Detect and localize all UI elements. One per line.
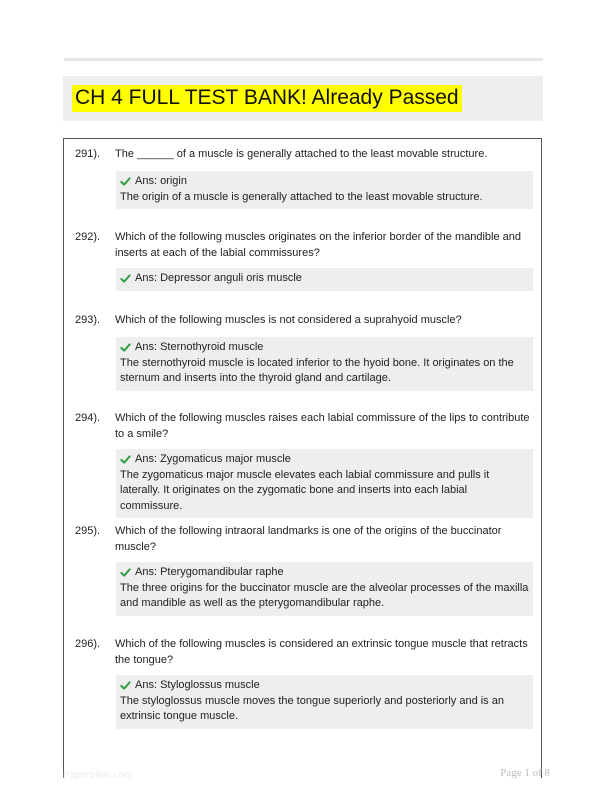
check-icon — [120, 454, 131, 465]
answer-explanation: The sternothyroid muscle is located inferior to the hyoid bone. It originates on the sternum and inserts into the thyroid gland and cartilage. — [120, 356, 514, 384]
question-text: Which of the following intraoral landmarks is one of the origins of the buccinator muscle? — [115, 525, 502, 553]
top-divider — [64, 58, 543, 61]
question-text: Which of the following muscles is considered an extrinsic tongue muscle that retracts the tongue? — [115, 638, 528, 666]
question-number: 293). — [75, 314, 101, 326]
answer-explanation: The styloglossus muscle moves the tongue superiorly and posteriorly and is an extrinsic tongue muscle. — [120, 694, 504, 722]
question-text: The ______ of a muscle is generally attached to the least movable structure. — [115, 148, 488, 160]
check-icon — [120, 273, 131, 284]
question-number: 296). — [75, 638, 101, 650]
answer-text: Ans: Styloglossus muscle — [135, 679, 260, 691]
answer-box — [116, 337, 533, 391]
answer-box — [116, 562, 533, 616]
footer-watermark: Paperbible.com — [63, 770, 133, 781]
check-icon — [120, 680, 131, 691]
check-icon — [120, 342, 131, 353]
page-title: CH 4 FULL TEST BANK! Already Passed — [72, 85, 462, 112]
answer-box — [116, 675, 533, 729]
answer-explanation: The origin of a muscle is generally attached to the least movable structure. — [120, 190, 483, 203]
title-banner — [63, 76, 543, 121]
answer-text: Ans: Zygomaticus major muscle — [135, 453, 291, 465]
question-number: 294). — [75, 412, 101, 424]
answer-explanation: The three origins for the buccinator muscle are the alveolar processes of the maxilla and mandible as well as the pterygomandibular raphe. — [120, 581, 529, 609]
answer-box — [116, 268, 533, 291]
answer-text: Ans: Depressor anguli oris muscle — [135, 272, 302, 284]
question-list — [63, 138, 542, 778]
question-number: 292). — [75, 231, 101, 243]
answer-box — [116, 171, 533, 209]
question-text: Which of the following muscles raises each labial commissure of the lips to contribute to a smile? — [115, 412, 530, 440]
answer-explanation: The zygomaticus major muscle elevates each labial commissure and pulls it laterally. It originates on the zygomatic bone and inserts into each labial commissure. — [120, 468, 490, 512]
question-number: 291). — [75, 148, 101, 160]
answer-text: Ans: origin — [135, 175, 187, 187]
answer-box — [116, 449, 533, 518]
answer-text: Ans: Sternothyroid muscle — [135, 341, 264, 353]
question-text: Which of the following muscles originates on the inferior border of the mandible and inserts at each of the labial commissures? — [115, 231, 522, 259]
answer-text: Ans: Pterygomandibular raphe — [135, 566, 284, 578]
page-number: Page 1 of 8 — [500, 767, 550, 779]
question-number: 295). — [75, 525, 101, 537]
check-icon — [120, 567, 131, 578]
check-icon — [120, 176, 131, 187]
question-text: Which of the following muscles is not considered a suprahyoid muscle? — [115, 314, 462, 326]
